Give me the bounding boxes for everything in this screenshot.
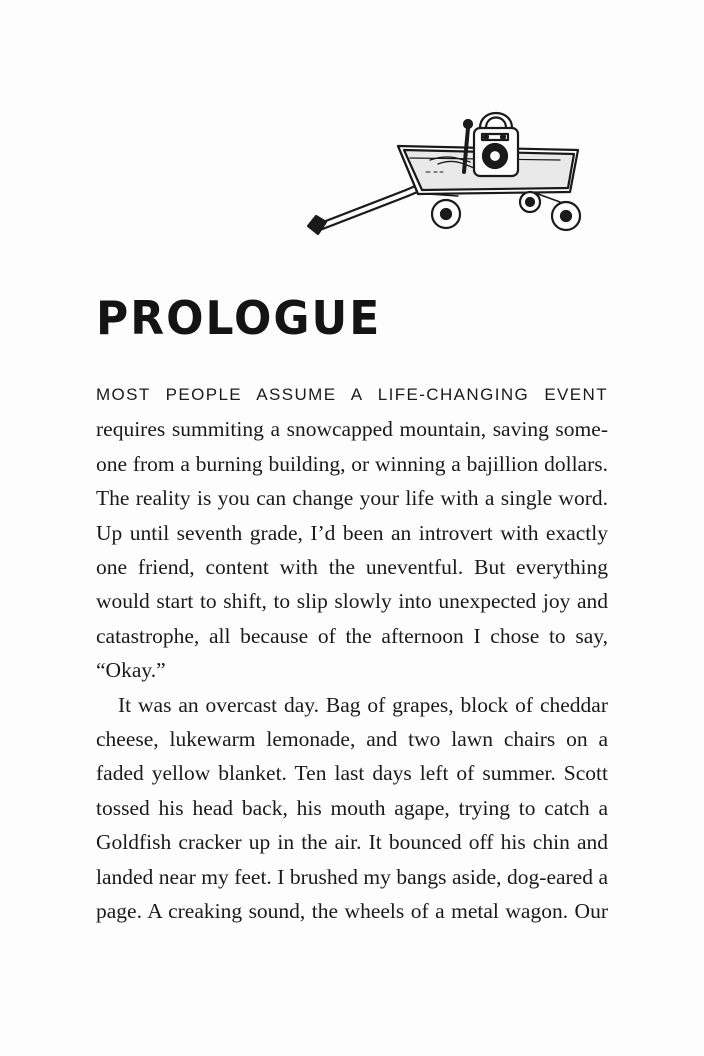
wagon-illustration bbox=[298, 98, 594, 246]
paragraph-lead-in: MOST PEOPLE ASSUME A LIFE-CHANGING EVENT bbox=[96, 385, 608, 404]
paragraph-2: It was an overcast day. Bag of grapes, block of cheddar cheese, lukewarm lemonade, and two lawn chairs on a faded yellow blanket. Ten last days left of summer. Scott tossed his head back, his mouth agape, trying to catch a Goldfish cracker up in the air. It bounced off his chin and landed near my feet. I brushed my bangs aside, dog-eared a page. A creaking sound, the wheels of a metal wagon. Our bbox=[96, 692, 608, 924]
body-text bbox=[96, 376, 608, 929]
paragraph-1-text: requires summiting a snowcapped mountain, saving someone from a burning building, or winning a bajillion dollars. The reality is you can change your life with a single word. Up until seventh grade, I’d been an introvert with exactly one friend, content with the uneventful. But everything would start to shift, to slip slowly into unexpected joy and catastrophe, all because of the afternoon I chose to say, “Okay.” bbox=[96, 417, 608, 683]
paragraph-1 bbox=[96, 376, 608, 688]
chapter-title: PROLOGUE bbox=[96, 292, 382, 346]
